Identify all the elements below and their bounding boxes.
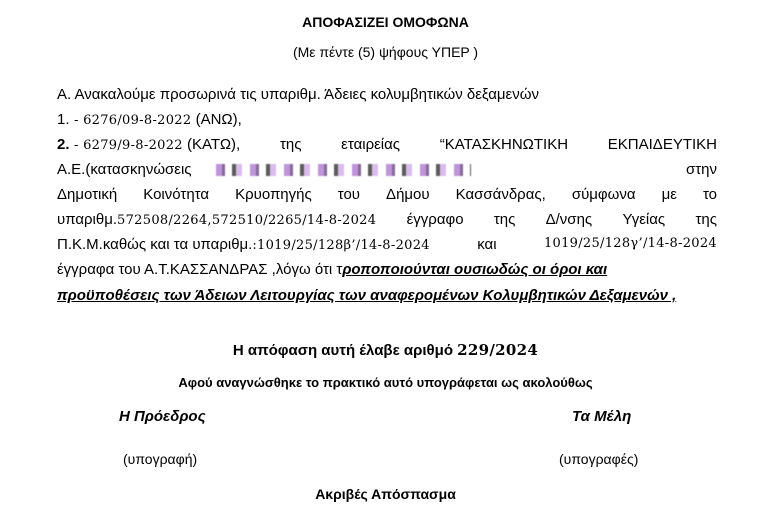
word: της <box>695 211 717 228</box>
company-name-2: ΕΚΠΑΙΔΕΥΤΙΚΗ <box>607 136 717 153</box>
members-signature: (υπογραφές) <box>559 451 639 467</box>
item-2-line-1 <box>57 136 717 153</box>
company-name: “ΚΑΤΑΣΚΗΝΩΤΙΚΗ <box>439 136 569 153</box>
item-1-number: 1. <box>57 111 70 128</box>
word: υπαριθμ. <box>57 211 118 228</box>
section-a-text: Α. Ανακαλούμε προσωρινά τις υπαριθμ. Άδειες κολυμβητικών δεξαμενών <box>57 86 539 103</box>
document-ref: 572508/2264,572510/2265/14-8-2024 <box>117 213 377 228</box>
item-2-line-3 <box>57 186 717 203</box>
word: και <box>477 236 497 253</box>
word: Δημοτική <box>57 186 118 203</box>
reason-emphasis: ροποποιούνται ουσιωδώς οι όροι και <box>342 261 608 278</box>
item-2-line-2 <box>57 161 717 178</box>
word: της <box>279 136 302 153</box>
item-2-note: (ΚΑΤΩ), <box>187 136 241 153</box>
decision-number <box>0 341 771 359</box>
item-1-note: (ΑΝΩ), <box>195 111 242 128</box>
president-title: Η Πρόεδρος <box>119 408 206 425</box>
document-ref: 1019/25/128γ’/14-8-2024 <box>543 236 717 251</box>
members-title: Τα Μέλη <box>572 408 632 425</box>
word: Δ/νσης <box>545 211 593 228</box>
item-2-line-4 <box>57 211 717 228</box>
redacted-block <box>216 164 471 176</box>
word: Κασσάνδρας, <box>455 186 546 203</box>
document-heading: ΑΠΟΦΑΣΙΖΕΙ ΟΜΟΦΩΝΑ <box>302 14 469 30</box>
item-1-ref: - 6276/09-8-2022 <box>69 113 192 128</box>
word: του <box>337 186 361 203</box>
item-2-line-6 <box>57 261 607 278</box>
item-1 <box>57 111 242 128</box>
document-ref: :1019/25/128β’/14-8-2024 <box>252 238 430 253</box>
item-2-line-7: προϋποθέσεις των Άδειων Λειτουργίας των αναφερομένων Κολυμβητικών Δεξαμενών , <box>57 287 677 304</box>
word: Κρυοπηγής <box>235 186 312 203</box>
word: έγγραφο <box>406 211 464 228</box>
word: σύμφωνα <box>571 186 636 203</box>
word: Κοινότητα <box>143 186 210 203</box>
president-signature: (υπογραφή) <box>123 451 198 467</box>
word: της <box>493 211 516 228</box>
word: Δήμου <box>386 186 430 203</box>
item-2-line-5 <box>57 236 717 253</box>
word: Π.Κ.Μ.καθώς και τα υπαριθμ. <box>57 236 253 253</box>
item-2-ref: - 6279/9-8-2022 <box>69 138 183 153</box>
camps-label: Α.Ε.(κατασκηνώσεις <box>57 161 192 178</box>
word: με <box>661 186 677 203</box>
word: Υγείας <box>622 211 666 228</box>
item-2-number: 2. <box>57 136 70 153</box>
decision-ref: 229/2024 <box>457 341 539 359</box>
decision-text: Η απόφαση αυτή έλαβε αριθμό <box>232 342 458 359</box>
word: το <box>702 186 717 203</box>
footer-extract: Ακριβές Απόσπασμα <box>315 486 456 502</box>
read-note: Αφού αναγνώσθηκε το πρακτικό αυτό υπογράφεται ως ακολούθως <box>178 375 593 390</box>
vote-count: (Με πέντε (5) ψήφους ΥΠΕΡ ) <box>292 44 479 60</box>
word: εταιρείας <box>341 136 401 153</box>
word: στην <box>685 161 717 178</box>
reason-text: έγγραφα του Α.Τ.ΚΑΣΣΑΝΔΡΑΣ ,λόγω ότι τ <box>57 261 343 278</box>
